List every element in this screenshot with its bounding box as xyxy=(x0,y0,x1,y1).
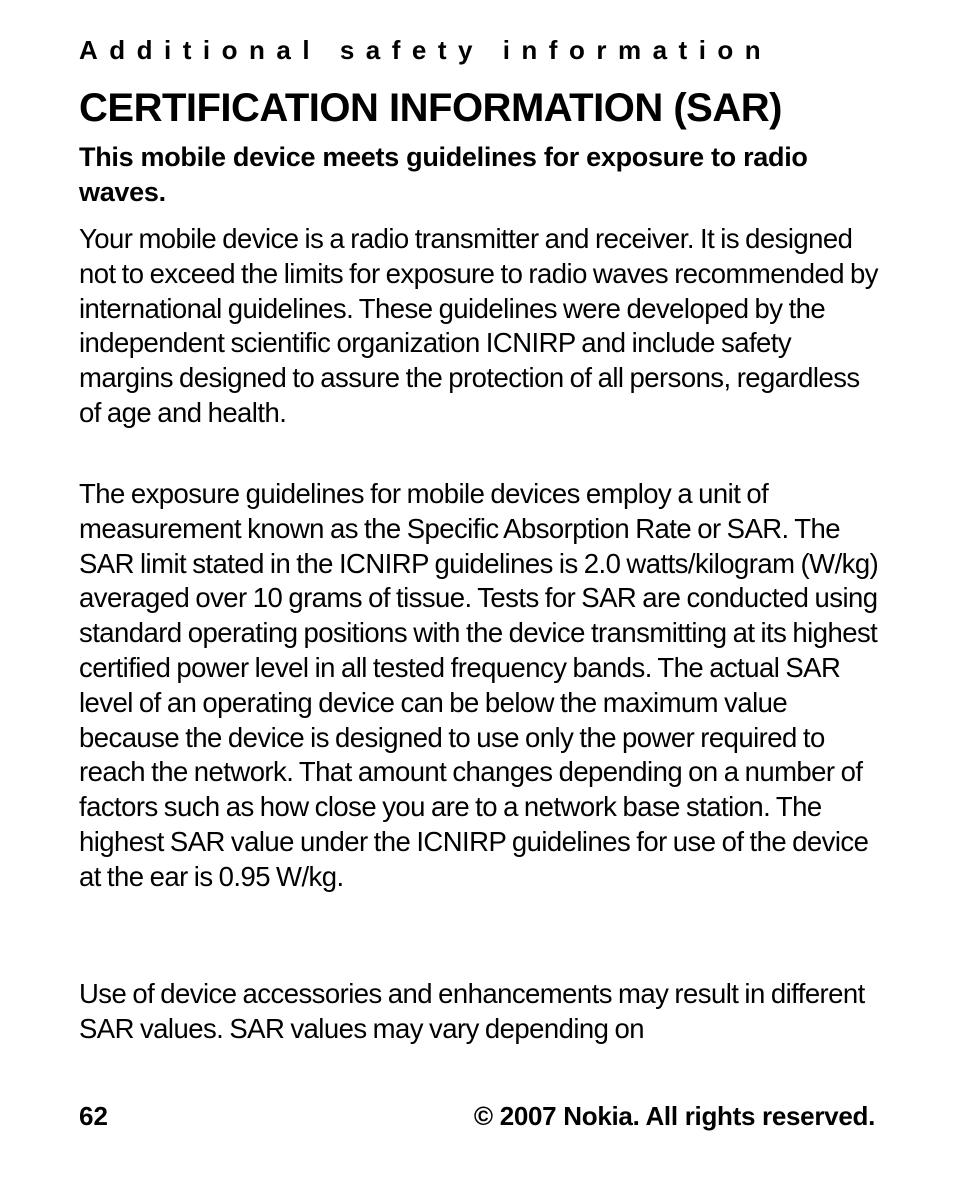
page-number: 62 xyxy=(79,1101,108,1131)
document-page xyxy=(79,0,879,1180)
running-header: Additional safety information xyxy=(79,35,773,65)
body-paragraph-2: The exposure guidelines for mobile devices employ a unit of measurement known as the Specific Absorption Rate or SAR. The SAR limit stated in the ICNIRP guidelines is 2.0 watts/kilogram (W/kg) averaged over 10 grams of tissue. Tests for SAR are conducted using standard operating positions with the device transmitting at its highest certified power level in all tested frequency bands. The actual SAR level of an operating device can be below the maximum value because the device is designed to use only the power required to reach the network. That amount changes depending on a number of factors such as how close you are to a network base station. The highest SAR value under the ICNIRP guidelines for use of the device at the ear is 0.95 W/kg. xyxy=(79,478,879,892)
body-paragraph-1: Your mobile device is a radio transmitter and receiver. It is designed not to exceed the limits for exposure to radio waves recommended by international guidelines. These guidelines were developed by the independent scientific organization ICNIRP and include safety margins designed to assure the protection of all persons, regardless of age and health. xyxy=(79,223,878,428)
section-title: CERTIFICATION INFORMATION (SAR) xyxy=(79,86,782,130)
body-paragraph-3: Use of device accessories and enhancements may result in different SAR values. SAR values may vary depending on xyxy=(79,978,865,1044)
copyright-notice: © 2007 Nokia. All rights reserved. xyxy=(473,1101,875,1131)
lead-statement: This mobile device meets guidelines for exposure to radio waves. xyxy=(79,142,808,207)
